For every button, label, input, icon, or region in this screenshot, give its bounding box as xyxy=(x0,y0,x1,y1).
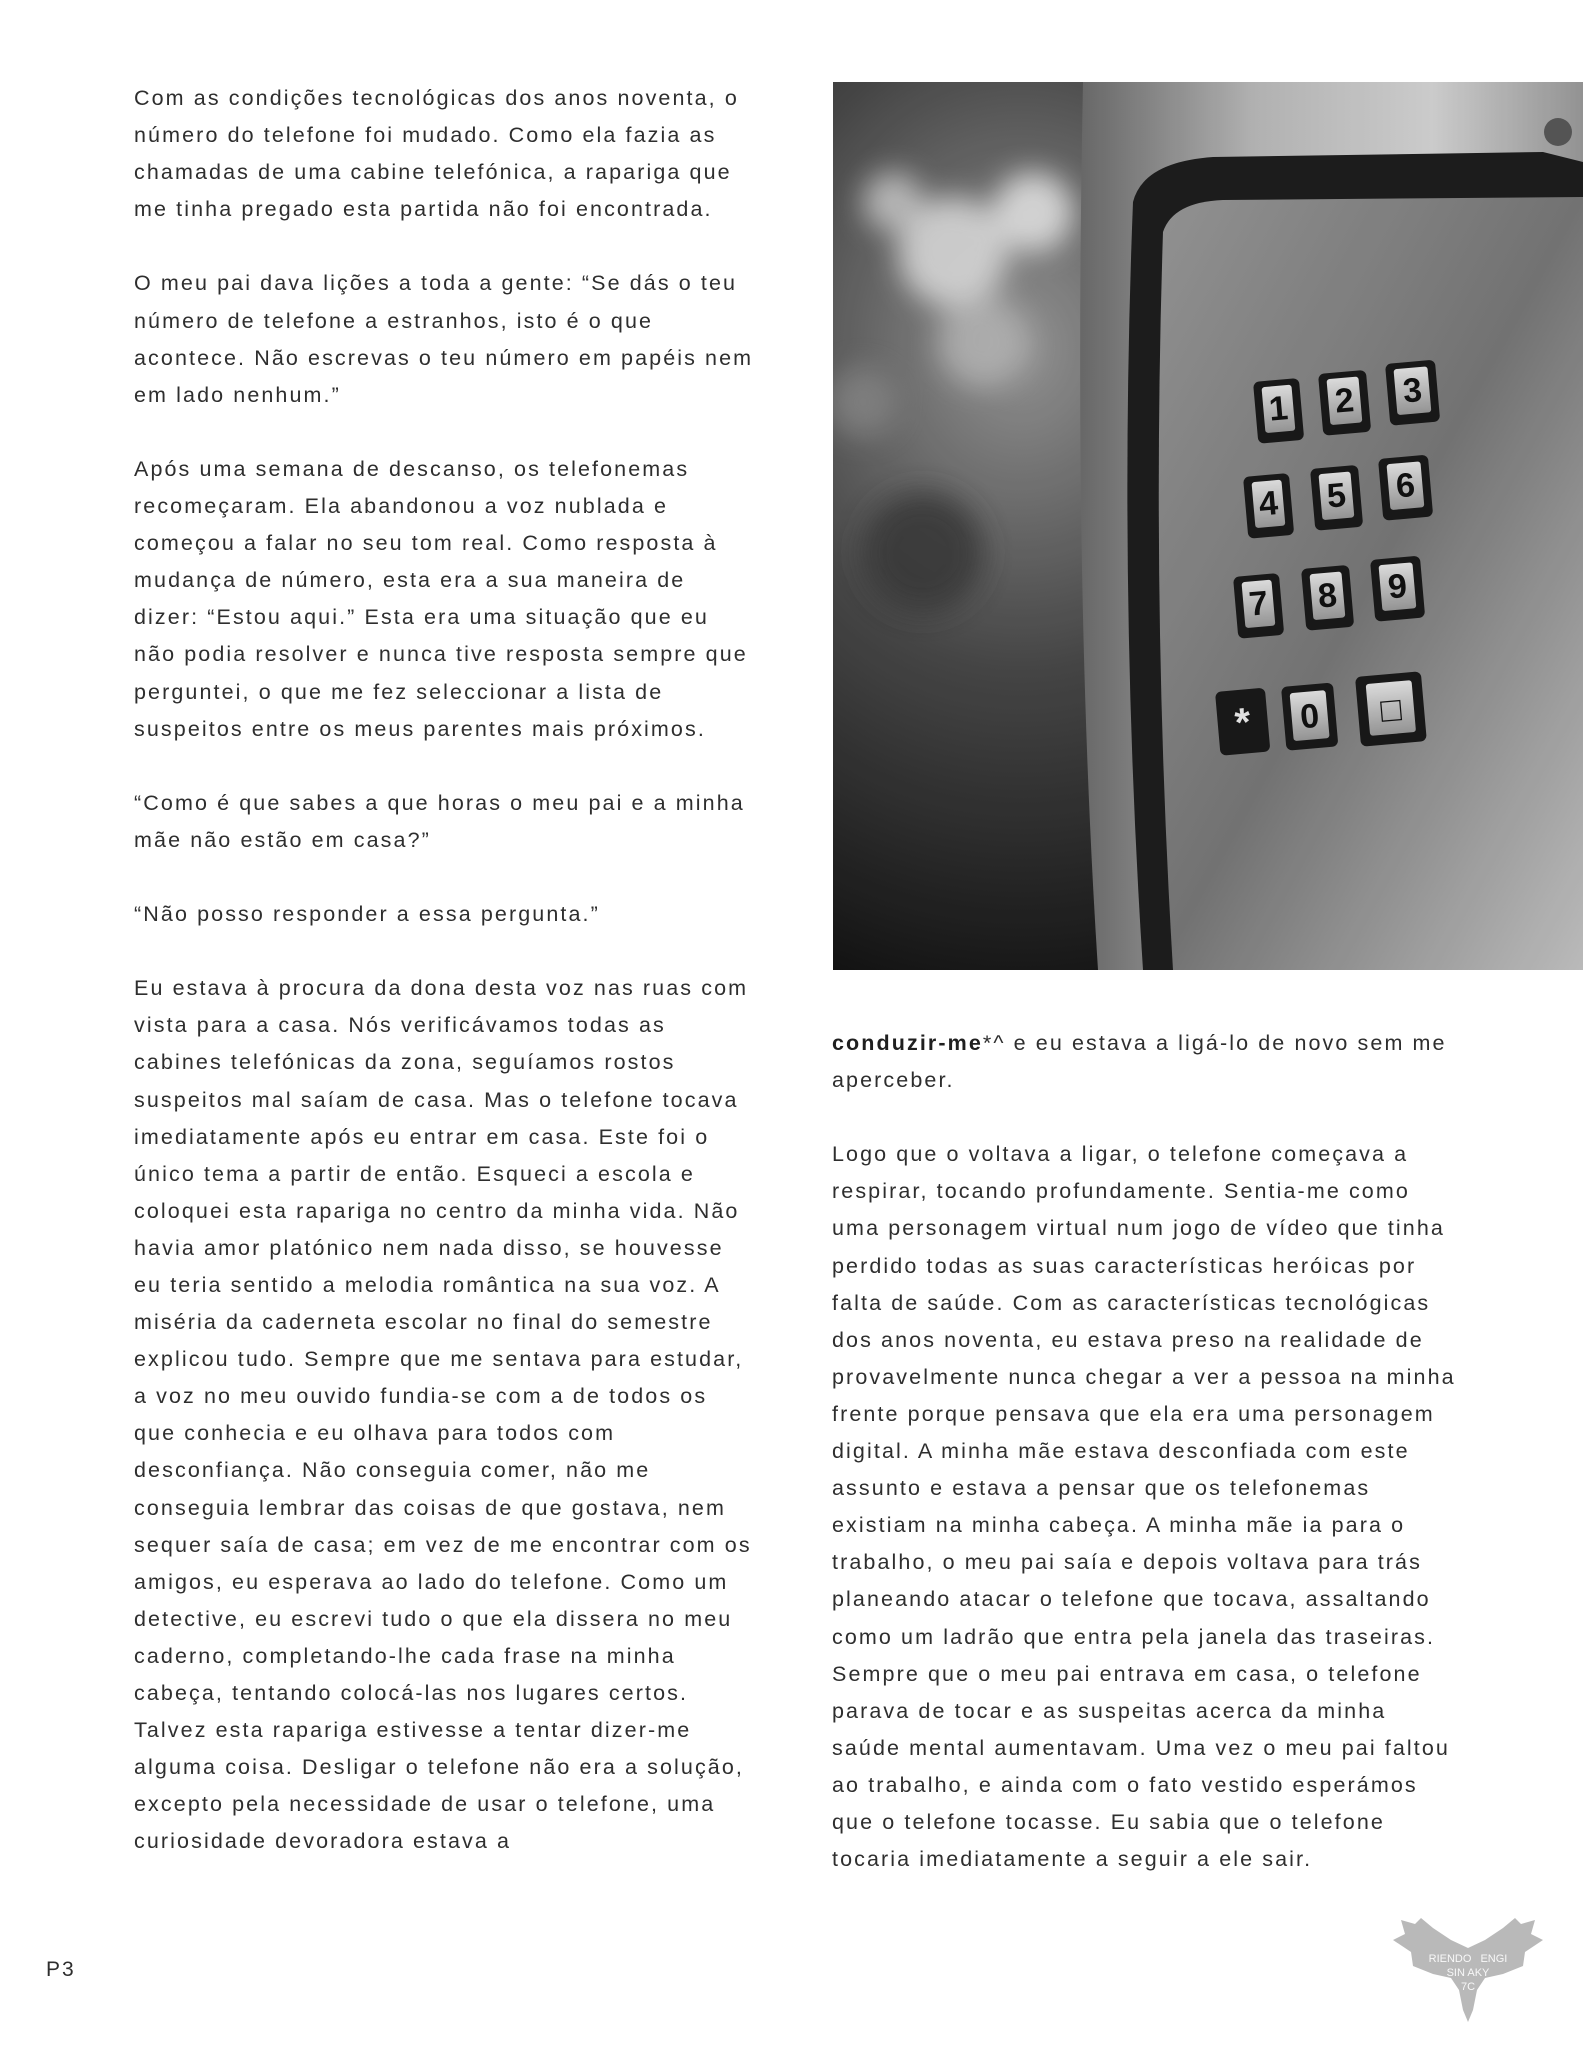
logo-text: 7C xyxy=(1460,1981,1476,1993)
key-square: □ xyxy=(1379,690,1403,730)
key-star: * xyxy=(1233,700,1253,746)
key-4: 4 xyxy=(1257,484,1280,524)
paragraph-text: *^ e eu estava a ligá-lo de novo sem me aperceber. xyxy=(832,1031,1447,1093)
key-6: 6 xyxy=(1394,465,1417,506)
key-5: 5 xyxy=(1325,476,1348,516)
svg-text:RIENDO ENGI xyxy=(1429,1953,1508,1965)
paragraph: Eu estava à procura da dona desta voz nas ruas com vista para a casa. Nós verificávamos todas as cabines telefónicas da zona, seguíamos rostos suspeitos mal saíam de casa. Mas o telefone tocava imediatamente após eu entrar em casa. Este foi o único tema a partir de então. Esqueci a escola e coloquei esta rapariga no centro da minha vida. Não havia amor platónico nem nada disso, se houvesse eu teria sentido a melodia romântica na sua voz. A miséria da caderneta escolar no final do semestre explicou tudo. Sempre que me sentava para estudar, a voz no meu ouvido fundia-se com a de todos os que conhecia e eu olhava para todos com desconfiança. Não conseguia comer, não me conseguia lembrar das coisas de que gostava, nem sequer saía de casa; em vez de me encontrar com os amigos, eu esperava ao lado do telefone. Como um detective, eu escrevi tudo o que ela dissera no meu caderno, completando-lhe cada frase na minha cabeça, tentando colocá-las nos lugares certos. Talvez esta rapariga estivesse a tentar dizer-me alguma coisa. Desligar o telefone não era a solução, excepto pela necessidade de usar o telefone, uma curiosidade devoradora estava a xyxy=(134,976,752,1854)
key-1: 1 xyxy=(1267,389,1290,429)
payphone-illustration xyxy=(833,82,1583,970)
key-3: 3 xyxy=(1401,370,1424,411)
paragraph: “Como é que sabes a que horas o meu pai e a minha mãe não estão em casa?” xyxy=(134,790,745,852)
paragraph: Após uma semana de descanso, os telefonemas recomeçaram. Ela abandonou a voz nublada e começou a falar no seu tom real. Como resposta à mudança de número, esta era a sua maneira de dizer: “Estou aqui.” Esta era uma situação que eu não podia resolver e nunca tive resposta sempre que perguntei, o que me fez seleccionar a lista de suspeitos entre os meus parentes mais próximos. xyxy=(134,456,748,741)
bold-word: conduzir-me xyxy=(832,1031,983,1055)
logo-text: SIN AKY xyxy=(1446,1967,1490,1979)
logo-text: RIENDO xyxy=(1428,1953,1472,1965)
key-9: 9 xyxy=(1386,566,1409,607)
page-number: P3 xyxy=(46,1958,76,1981)
paragraph: “Não posso responder a essa pergunta.” xyxy=(134,902,600,927)
paragraph: O meu pai dava lições a toda a gente: “Se dás o teu número de telefone a estranhos, isto é o que acontece. Não escrevas o teu número em papéis nem em lado nenhum.” xyxy=(134,271,754,407)
payphone-keypad-photo xyxy=(833,82,1583,970)
right-text-column xyxy=(832,1025,1462,1878)
key-7: 7 xyxy=(1247,584,1270,624)
paragraph xyxy=(832,1025,1462,1099)
key-0: 0 xyxy=(1298,696,1321,737)
key-2: 2 xyxy=(1333,381,1356,421)
paragraph: Logo que o voltava a ligar, o telefone começava a respirar, tocando profundamente. Sentia-me como uma personagem virtual num jogo de vídeo que tinha perdido todas as suas características heróicas por falta de saúde. Com as características tecnológicas dos anos noventa, eu estava preso na realidade de provavelmente nunca chegar a ver a pessoa na minha frente porque pensava que ela era uma personagem digital. A minha mãe estava desconfiada com este assunto e estava a pensar que os telefonemas existiam na minha cabeça. A minha mãe ia para o trabalho, o meu pai saía e depois voltava para trás planeando atacar o telefone que tocava, assaltando como um ladrão que entra pela janela das traseiras. Sempre que o meu pai entrava em casa, o telefone parava de tocar e as suspeitas acerca da minha saúde mental aumentavam. Uma vez o meu pai faltou ao trabalho, e ainda com o fato vestido esperámos que o telefone tocasse. Eu sabia que o telefone tocaria imediatamente a seguir a ele sair. xyxy=(832,1142,1456,1872)
left-text-column xyxy=(134,80,754,1861)
logo-text: ENGI xyxy=(1480,1953,1508,1965)
key-8: 8 xyxy=(1316,576,1339,616)
eagle-logo xyxy=(1393,1918,1543,2022)
eagle-icon xyxy=(1393,1918,1543,2022)
paragraph: Com as condições tecnológicas dos anos noventa, o número do telefone foi mudado. Como ela fazia as chamadas de uma cabine telefónica, a rapariga que me tinha pregado esta partida não foi encontrada. xyxy=(134,86,739,222)
